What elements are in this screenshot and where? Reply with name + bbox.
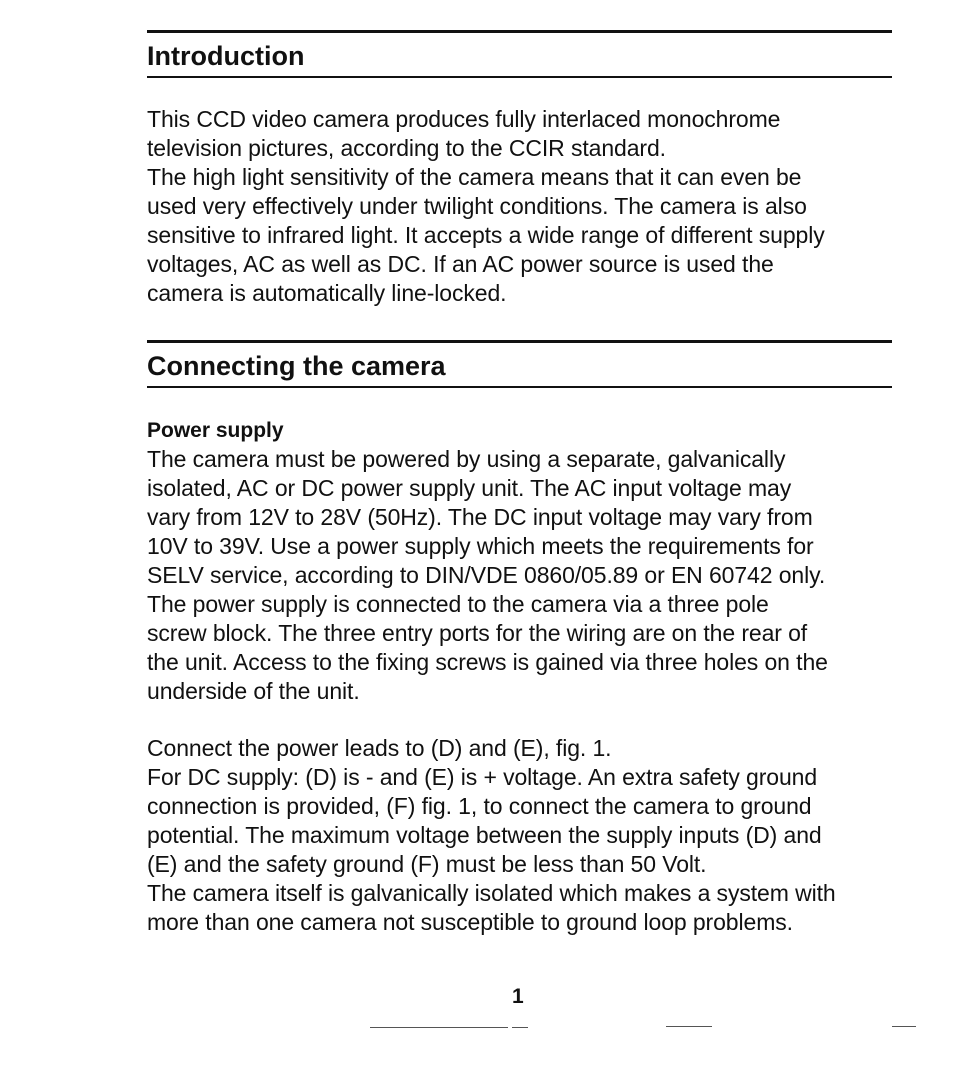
text-line: sensitive to infrared light. It accepts a wide range of different supply — [147, 222, 825, 248]
text-line: 10V to 39V. Use a power supply which meets the requirements for — [147, 533, 814, 559]
section-rule-top — [147, 340, 892, 343]
power-supply-paragraph-1 — [147, 445, 892, 706]
section-rule-bottom — [147, 386, 892, 388]
document-page — [147, 0, 893, 1069]
text-line: connection is provided, (F) fig. 1, to connect the camera to ground — [147, 793, 812, 819]
connecting-heading: Connecting the camera — [147, 351, 446, 381]
text-line: (E) and the safety ground (F) must be less than 50 Volt. — [147, 851, 707, 877]
text-line: used very effectively under twilight conditions. The camera is also — [147, 193, 807, 219]
scan-artifact-line — [512, 1027, 528, 1028]
text-line: more than one camera not susceptible to ground loop problems. — [147, 909, 793, 935]
power-supply-subheading: Power supply — [147, 419, 284, 442]
scan-artifact-line — [370, 1027, 508, 1028]
text-line: The camera must be powered by using a separate, galvanically — [147, 446, 786, 472]
power-supply-paragraph-2 — [147, 734, 892, 937]
text-line: This CCD video camera produces fully interlaced monochrome — [147, 106, 781, 132]
text-line: potential. The maximum voltage between the supply inputs (D) and — [147, 822, 822, 848]
text-line: screw block. The three entry ports for the wiring are on the rear of — [147, 620, 808, 646]
text-line: vary from 12V to 28V (50Hz). The DC input voltage may vary from — [147, 504, 813, 530]
text-line: isolated, AC or DC power supply unit. The AC input voltage may — [147, 475, 792, 501]
text-line: television pictures, according to the CCIR standard. — [147, 135, 666, 161]
section-rule-top — [147, 30, 892, 33]
text-line: Connect the power leads to (D) and (E), fig. 1. — [147, 735, 612, 761]
introduction-heading: Introduction — [147, 41, 305, 71]
text-line: The camera itself is galvanically isolated which makes a system with — [147, 880, 836, 906]
text-line: the unit. Access to the fixing screws is gained via three holes on the — [147, 649, 828, 675]
scan-artifact-line — [666, 1026, 712, 1027]
text-line: camera is automatically line-locked. — [147, 280, 507, 306]
text-line: SELV service, according to DIN/VDE 0860/05.89 or EN 60742 only. — [147, 562, 826, 588]
page-number: 1 — [512, 985, 524, 1008]
text-line: underside of the unit. — [147, 678, 360, 704]
scan-artifact-line — [892, 1026, 916, 1027]
text-line: The power supply is connected to the camera via a three pole — [147, 591, 769, 617]
text-line: For DC supply: (D) is - and (E) is + voltage. An extra safety ground — [147, 764, 818, 790]
section-rule-bottom — [147, 76, 892, 78]
text-line: voltages, AC as well as DC. If an AC power source is used the — [147, 251, 774, 277]
introduction-paragraph — [147, 105, 892, 308]
text-line: The high light sensitivity of the camera means that it can even be — [147, 164, 802, 190]
